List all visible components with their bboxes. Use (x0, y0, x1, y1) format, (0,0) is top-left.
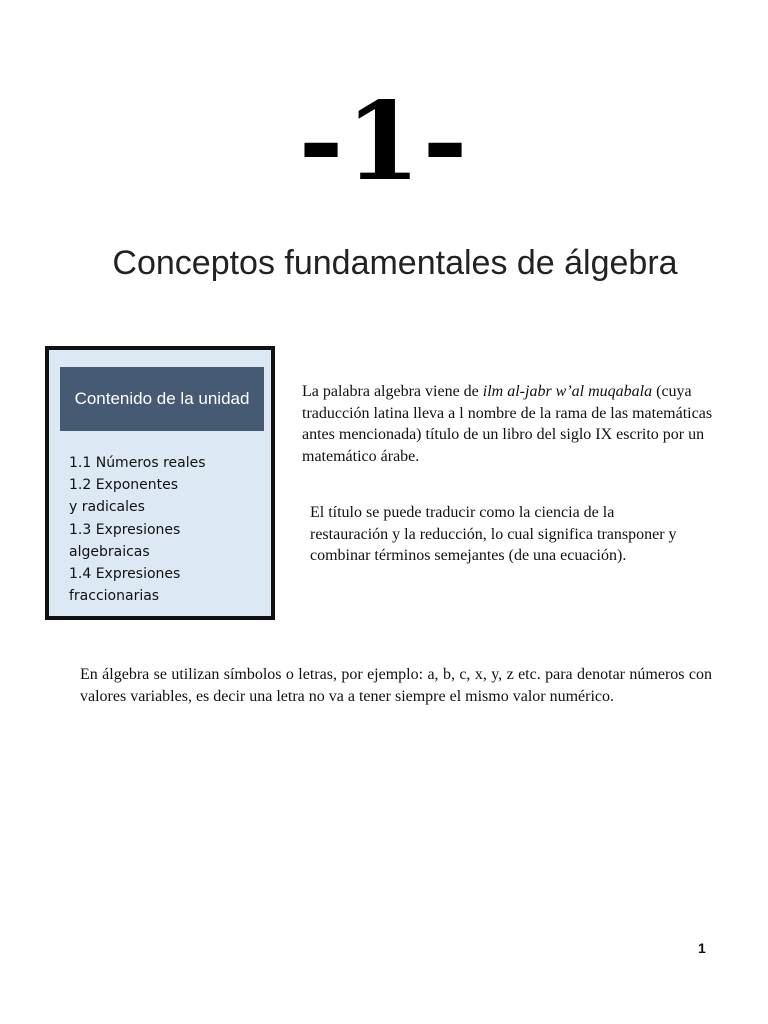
chapter-number: -1- (298, 79, 470, 205)
paragraph-symbols: En álgebra se utilizan símbolos o letras, por ejemplo: a, b, c, x, y, z etc. para denotar números con valores variables, es decir una letra no va a tener siempre el mismo valor numérico. (80, 666, 712, 705)
paragraph-text: La palabra algebra viene de (302, 383, 483, 400)
paragraph-translation: El título se puede traducir como la ciencia de la restauración y la reducción, lo cual significa transponer y combinar términos semejantes (de una ecuación). (310, 504, 677, 564)
contents-box (45, 346, 275, 620)
contents-header: Contenido de la unidad (60, 367, 264, 431)
contents-item: 1.3 Expresiones (69, 521, 181, 538)
contents-item: y radicales (69, 499, 145, 516)
contents-item: 1.1 Números reales (69, 455, 206, 471)
paragraph-text: (cuya traducción latina lleva a l nombre de la rama de las matemáticas antes mencionada) título de un libro del siglo IX escrito por un matemático árabe. (302, 383, 713, 465)
contents-item: 1.4 Expresiones (69, 566, 181, 583)
paragraph-etymology (302, 381, 738, 467)
chapter-title: Conceptos fundamentales de álgebra (112, 244, 678, 282)
contents-item: fraccionarias (69, 588, 160, 605)
contents-item: algebraicas (69, 543, 150, 560)
page-number: 1 (698, 940, 706, 956)
contents-item: 1.2 Exponentes (69, 477, 179, 494)
contents-list (69, 452, 264, 607)
arabic-title: ilm al-jabr w’al muqabala (482, 383, 653, 400)
